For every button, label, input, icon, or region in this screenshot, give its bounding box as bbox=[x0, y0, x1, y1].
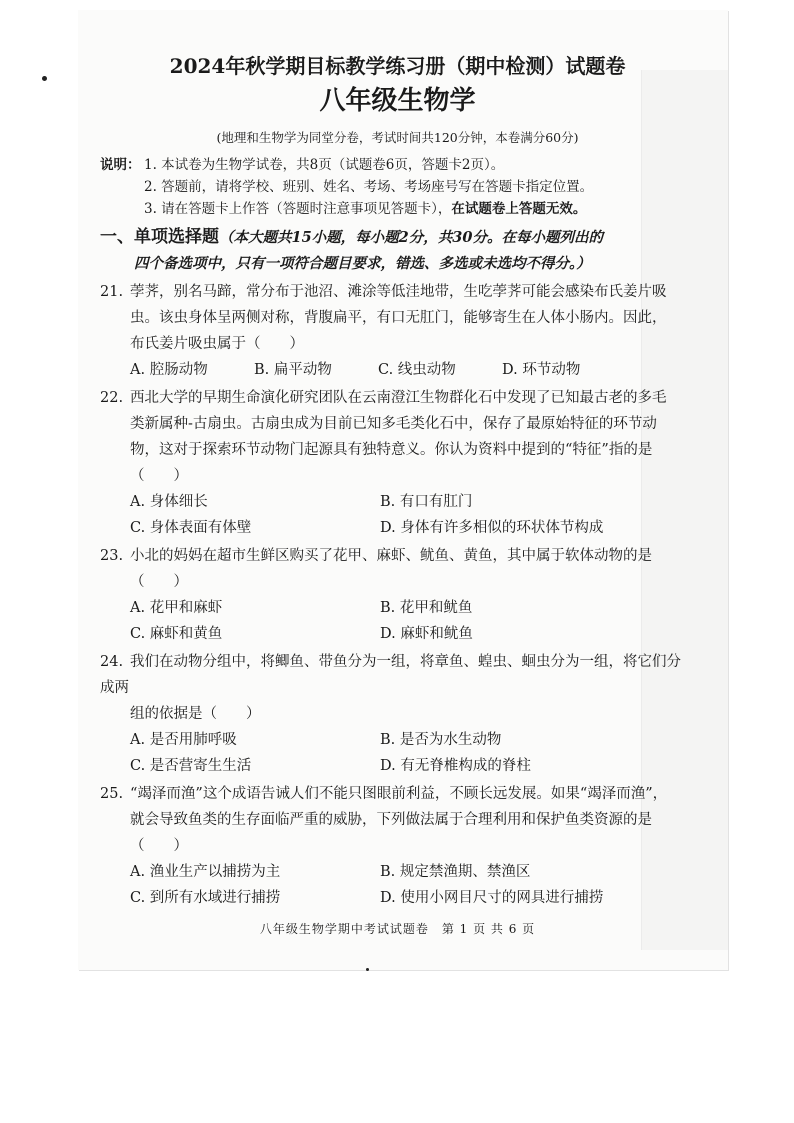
question-24: 24. 我们在动物分组中，将鲫鱼、带鱼分为一组，将章鱼、蝗虫、蛔虫分为一组，将它们分成两 组的依据是（ ） bbox=[100, 654, 681, 722]
option-a[interactable]: A. 腔肠动物 bbox=[130, 362, 208, 378]
scan-speck bbox=[42, 76, 47, 81]
option-a[interactable]: A. 是否用肺呼吸 bbox=[130, 732, 237, 748]
question-24-options bbox=[100, 727, 695, 779]
instruction-1: 说明： 1. 本试卷为生物学试卷，共8页（试题卷6页，答题卡2页）。 bbox=[100, 154, 695, 176]
option-d[interactable]: D. 身体有许多相似的环状体节构成 bbox=[380, 520, 604, 536]
exam-content bbox=[100, 52, 695, 911]
option-b[interactable]: B. 花甲和鱿鱼 bbox=[380, 600, 473, 616]
instructions-label: 说明： bbox=[100, 157, 141, 173]
subject-title: 八年级生物学 bbox=[319, 86, 476, 116]
option-b[interactable]: B. 有口有肛门 bbox=[380, 494, 473, 510]
option-b[interactable]: B. 是否为水生动物 bbox=[380, 732, 502, 748]
question-25: 25. “竭泽而渔”这个成语告诫人们不能只图眼前利益，不顾长远发展。如果“竭泽而渔”， 就会导致鱼类的生存面临严重的威胁，下列做法属于合理利用和保护鱼类资源的是 （ ） bbox=[100, 786, 668, 854]
exam-subtitle: (地理和生物学为同堂分卷，考试时间共120分钟，本卷满分60分) bbox=[216, 130, 579, 145]
question-25-options bbox=[100, 859, 695, 911]
option-a[interactable]: A. 花甲和麻虾 bbox=[130, 600, 223, 616]
option-c[interactable]: C. 麻虾和黄鱼 bbox=[130, 626, 223, 642]
scan-speck bbox=[366, 968, 369, 971]
question-22: 22. 西北大学的早期生命演化研究团队在云南澄江生物群化石中发现了已知最古老的多毛 类新属种-古扇虫。古扇虫成为目前已知多毛类化石中，保存了最原始特征的环节动 物，这对于探索环节动物门起源具有独特意义。你认为资料中提到的“特征”指的是 （ ） bbox=[100, 390, 667, 484]
question-23-options bbox=[100, 595, 695, 647]
option-b[interactable]: B. 扁平动物 bbox=[254, 362, 332, 378]
option-d[interactable]: D. 环节动物 bbox=[502, 362, 581, 378]
option-d[interactable]: D. 使用小网目尺寸的网具进行捕捞 bbox=[380, 890, 604, 906]
question-21: 21. 荸荠，别名马蹄，常分布于池沼、滩涂等低洼地带，生吃荸荠可能会感染布氏姜片吸 虫。该虫身体呈两侧对称，背腹扁平，有口无肛门，能够寄生在人体小肠内。因此， 布氏姜片吸虫属于（ ） bbox=[100, 284, 667, 352]
instructions bbox=[100, 154, 695, 220]
question-21-options bbox=[100, 357, 695, 383]
option-c[interactable]: C. 身体表面有体壁 bbox=[130, 520, 252, 536]
instruction-3: 3. 请在答题卡上作答（答题时注意事项见答题卡），在试题卷上答题无效。 bbox=[144, 201, 587, 217]
option-b[interactable]: B. 规定禁渔期、禁渔区 bbox=[380, 864, 531, 880]
section-heading: 一、单项选择题（本大题共15小题，每小题2分，共30分。在每小题列出的 四个备选项中，只有一项符合题目要求，错选、多选或未选均不得分。） bbox=[100, 227, 603, 272]
exam-title: 2024年秋学期目标教学练习册（期中检测）试题卷 bbox=[169, 54, 626, 78]
option-c[interactable]: C. 线虫动物 bbox=[378, 362, 456, 378]
option-c[interactable]: C. 到所有水域进行捕捞 bbox=[130, 890, 281, 906]
option-c[interactable]: C. 是否营寄生生活 bbox=[130, 758, 252, 774]
question-22-options bbox=[100, 489, 695, 541]
question-23: 23. 小北的妈妈在超市生鲜区购买了花甲、麻虾、鱿鱼、黄鱼，其中属于软体动物的是 （ ） bbox=[100, 548, 652, 590]
page-footer: 八年级生物学期中考试试题卷 第 1 页 共 6 页 bbox=[259, 922, 536, 936]
option-d[interactable]: D. 有无脊椎构成的脊柱 bbox=[380, 758, 531, 774]
option-d[interactable]: D. 麻虾和鱿鱼 bbox=[380, 626, 473, 642]
option-a[interactable]: A. 身体细长 bbox=[130, 494, 208, 510]
option-a[interactable]: A. 渔业生产以捕捞为主 bbox=[130, 864, 281, 880]
instruction-2: 2. 答题前，请将学校、班别、姓名、考场、考场座号写在答题卡指定位置。 bbox=[144, 179, 594, 195]
